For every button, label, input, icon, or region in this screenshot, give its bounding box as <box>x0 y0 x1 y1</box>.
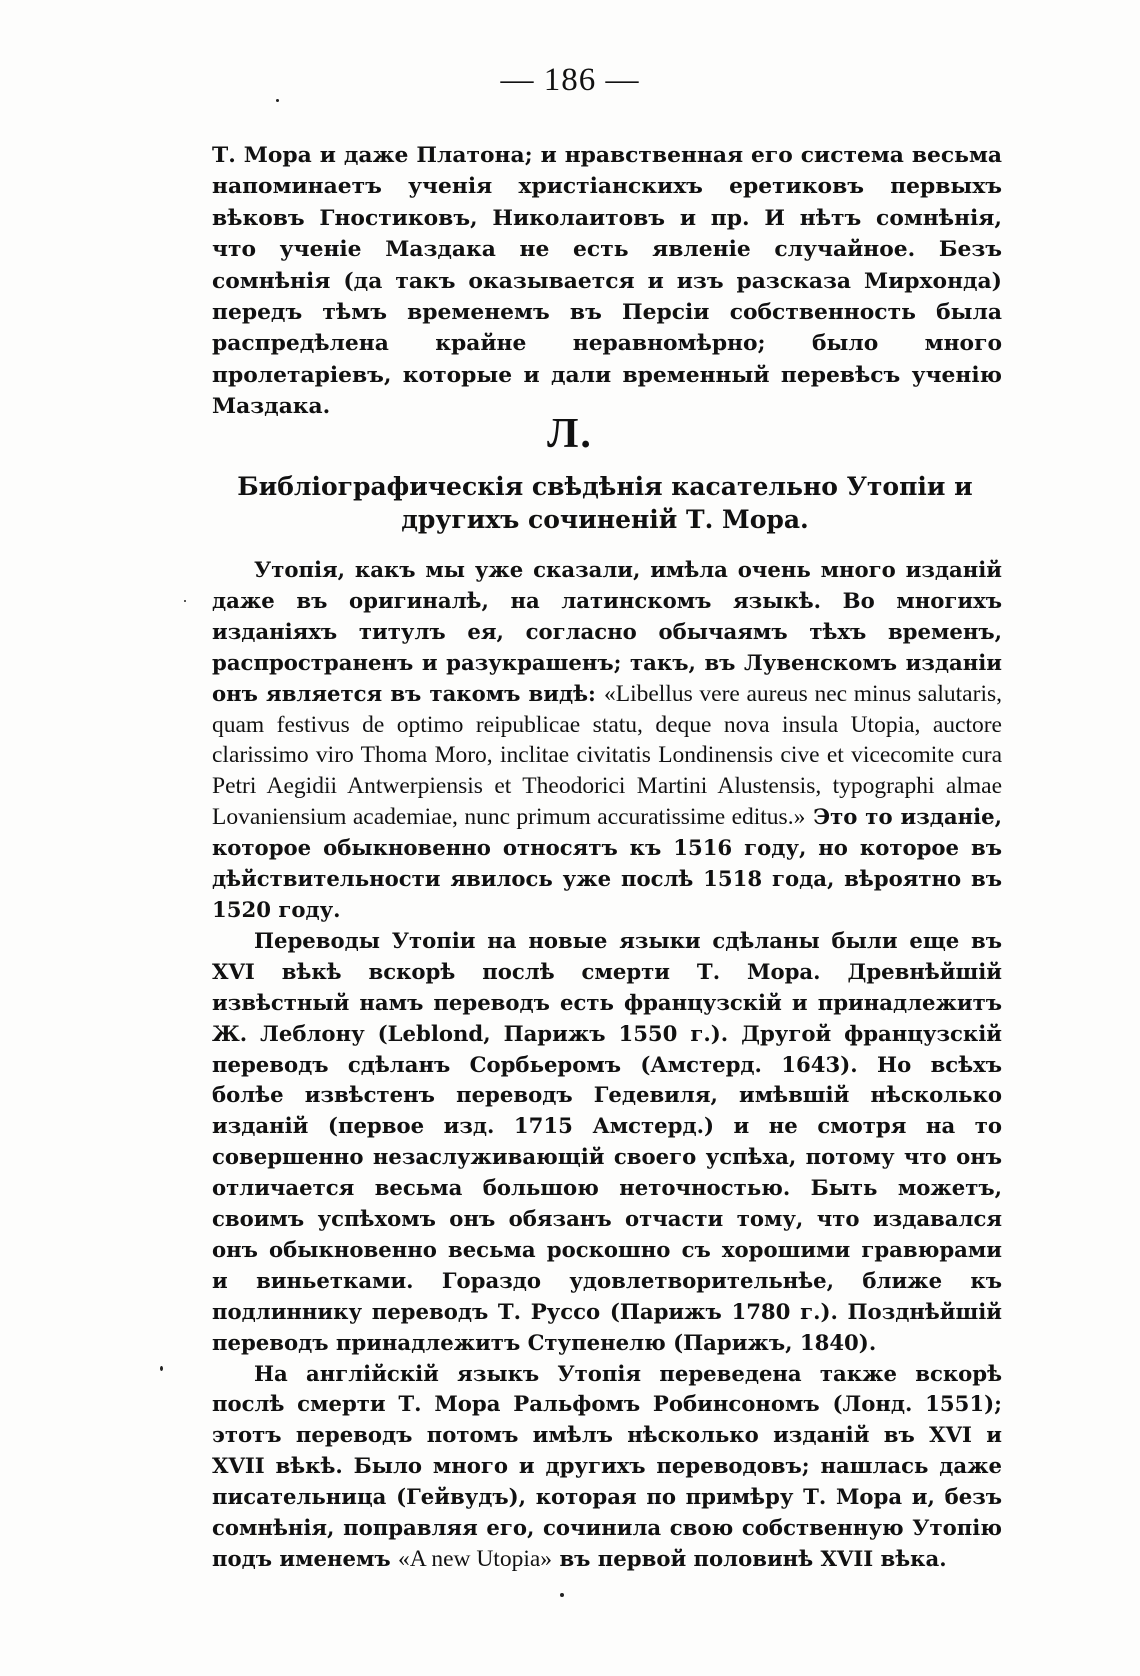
paragraph-1-end: Это то изданіе, которое обыкновенно относятъ къ 1516 году, но которое въ дѣйствительности явилось уже послѣ 1518 года, вѣроятно въ 1520 году. <box>212 804 1002 922</box>
paragraph-1-start: Утопія, какъ мы уже сказали, имѣла очень много изданій даже въ оригиналѣ, на латинскомъ языкѣ. Во многихъ изданіяхъ титулъ ея, согласно обычаямъ тѣхъ временъ, распространенъ и разукрашенъ; такъ, въ Лувенскомъ изданіи онъ является въ такомъ видѣ: <box>212 557 1002 706</box>
paragraph-3-end: въ первой половинѣ XVII вѣка. <box>552 1546 947 1571</box>
page-number: — 186 — <box>500 62 640 98</box>
latin-new-utopia: «A new Utopia» <box>398 1546 553 1572</box>
section-letter: Л. <box>547 411 593 457</box>
paragraph-2: Переводы Утопіи на новые языки сдѣланы были еще въ XVI вѣкѣ вскорѣ послѣ смерти Т. Мора. Древнѣйшій извѣстный намъ переводъ есть французскій и принадлежитъ Ж. Леблону (Leblond, Парижъ 1550 г.). Другой французскій переводъ сдѣланъ Сорбьеромъ (Амстерд. 1643). Но всѣхъ болѣе извѣстенъ переводъ Гедевиля, имѣвшій нѣсколько изданій (первое изд. 1715 Амстерд.) и не смотря на то совершенно незаслуживающій своего успѣха, потому что онъ отличается весьма большою неточностью. Быть можетъ, своимъ успѣхомъ онъ обязанъ отчасти тому, что издавался онъ обыкновенно весьма роскошно съ хорошими гравюрами и виньетками. Гораздо удовлетворительнѣе, ближе къ подлиннику переводъ Т. Руссо (Парижъ 1780 г.). Позднѣйшій переводъ принадлежитъ Ступенелю (Парижъ, 1840). <box>212 927 1002 1355</box>
paragraph-1 <box>212 555 1002 926</box>
print-speck <box>184 600 186 602</box>
print-speck <box>160 1366 163 1371</box>
paragraph-3 <box>212 1359 1002 1575</box>
section-body <box>212 555 1002 1575</box>
latin-title-quote: «Libellus vere aureus nec minus salutaris, quam festivus de optimo reipublicae statu, deque nova insula Utopia, auctore clarissimo viro Thoma Moro, inclitae civitatis Londinensis cive et vicecomite cura Petri Aegidii Antwerpiensis et Theodorici Martini Alustensis, typographi almae Lovaniensium academiae, nunc primum accuratissime editus.» <box>212 680 1002 831</box>
paragraph-3-start: На англійскій языкъ Утопія переведена также вскорѣ послѣ смерти Т. Мора Ральфомъ Робинсономъ (Лонд. 1551); этотъ переводъ потомъ имѣлъ нѣсколько изданій въ XVI и XVII вѣкѣ. Было много и другихъ переводовъ; нашлась даже писательница (Гейвудъ), которая по примѣру Т. Мора и, безъ сомнѣнія, поправляя его, сочинила свою собственную Утопію подъ именемъ <box>212 1360 1002 1571</box>
intro-paragraph: Т. Мора и даже Платона; и нравственная его система весьма напоминаетъ ученія христіанскихъ еретиковъ первыхъ вѣковъ Гностиковъ, Николаитовъ и пр. И нѣтъ сомнѣнія, что ученіе Маздака не есть явленіе случайное. Безъ сомнѣнія (да такъ оказывается и изъ разсказа Мирхонда) передъ тѣмъ временемъ въ Персіи собственность была распредѣлена крайне неравномѣрно; было много пролетаріевъ, которые и дали временный перевѣсъ ученію Маздака. <box>212 143 1002 420</box>
print-speck <box>560 1593 564 1597</box>
print-speck <box>276 99 279 102</box>
section-title: Библіографическія свѣдѣнія касательно Утопіи и другихъ сочиненій Т. Мора. <box>237 472 973 534</box>
